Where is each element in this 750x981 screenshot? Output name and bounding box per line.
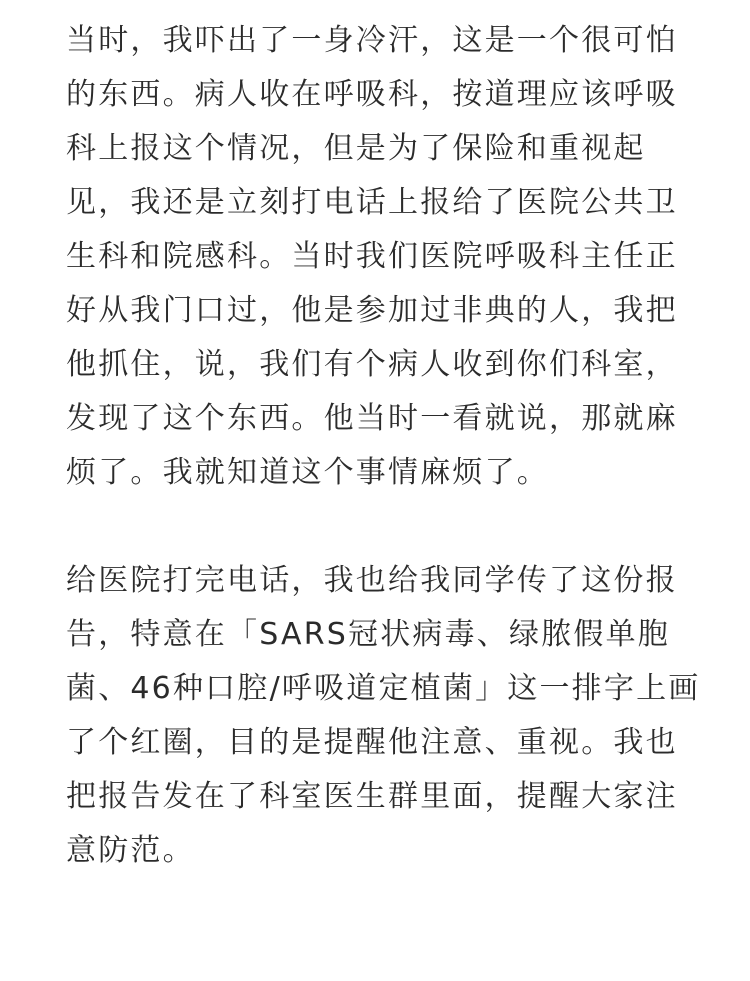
text-line: 告，特意在「SARS冠状病毒、绿脓假单胞 [66, 617, 671, 652]
text-line: 科上报这个情况，但是为了保险和重视起 [66, 131, 646, 166]
text-line: 烦了。我就知道这个事情麻烦了。 [66, 455, 549, 490]
text-line: 见，我还是立刻打电话上报给了医院公共卫 [66, 185, 678, 220]
text-line: 菌、46种口腔/呼吸道定植菌」这一排字上画 [66, 671, 701, 706]
text-line: 好从我门口过，他是参加过非典的人，我把 [66, 293, 678, 328]
article-body [66, 14, 706, 878]
paragraph-1 [66, 14, 706, 500]
text-line: 意防范。 [66, 833, 195, 868]
text-line: 生科和院感科。当时我们医院呼吸科主任正 [66, 239, 678, 274]
text-line: 的东西。病人收在呼吸科，按道理应该呼吸 [66, 77, 678, 112]
text-line: 发现了这个东西。他当时一看就说，那就麻 [66, 401, 678, 436]
text-line: 给医院打完电话，我也给我同学传了这份报 [66, 563, 678, 598]
paragraph-2 [66, 554, 706, 878]
text-line: 他抓住，说，我们有个病人收到你们科室， [66, 347, 678, 382]
text-line: 把报告发在了科室医生群里面，提醒大家注 [66, 779, 678, 814]
text-line: 当时，我吓出了一身冷汗，这是一个很可怕 [66, 23, 678, 58]
text-line: 了个红圈，目的是提醒他注意、重视。我也 [66, 725, 678, 760]
